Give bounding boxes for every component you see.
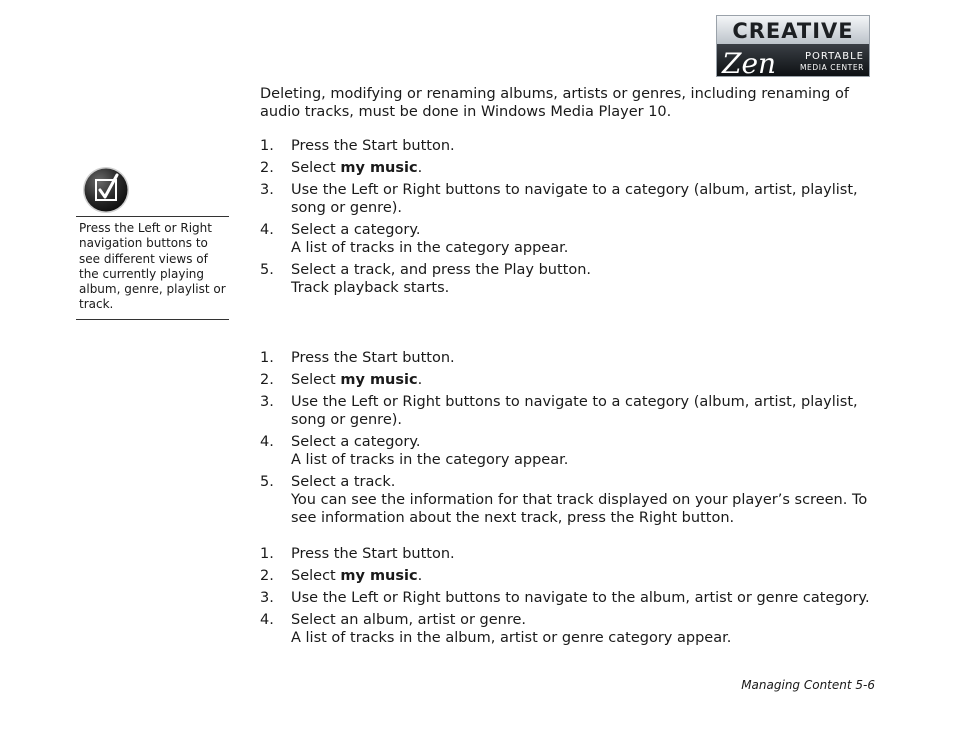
step-item: 4. Select an album, artist or genre. A list of tracks in the album, artist or genre category appear. — [260, 612, 732, 646]
page-footer: Managing Content 5-6 — [741, 678, 875, 692]
step-item: 3. Use the Left or Right buttons to navigate to the album, artist or genre category. — [260, 590, 870, 606]
step-item: 3. Use the Left or Right buttons to navigate to a category (album, artist, playlist, song or genre). — [260, 182, 858, 216]
intro-paragraph: Deleting, modifying or renaming albums, artists or genres, including renaming of audio tracks, must be done in Windows Media Player 10. — [260, 86, 849, 120]
svg-text:Zen: Zen — [722, 47, 777, 77]
step-item: 5. Select a track, and press the Play button. Track playback starts. — [260, 262, 592, 296]
checkbox-icon — [82, 166, 130, 214]
step-item: 3. Use the Left or Right buttons to navigate to a category (album, artist, playlist, song or genre). — [260, 394, 858, 428]
step-item: 4. Select a category. A list of tracks in the category appear. — [260, 222, 569, 256]
svg-text:MEDIA CENTER: MEDIA CENTER — [799, 63, 864, 72]
step-item: 2. Select my music. — [260, 160, 423, 176]
side-note-text: Press the Left or Right navigation buttons to see different views of the currently playing album, genre, playlist or track. — [79, 221, 226, 312]
step-item: 2. Select my music. — [260, 568, 423, 584]
step-item: 1. Press the Start button. — [260, 350, 455, 366]
step-item: 1. Press the Start button. — [260, 138, 455, 154]
creative-zen-logo — [716, 15, 870, 77]
svg-text:PORTABLE: PORTABLE — [804, 51, 864, 62]
steps-list-play-track — [260, 137, 875, 301]
step-item: 4. Select a category. A list of tracks in the category appear. — [260, 434, 569, 468]
steps-list-browse-category — [260, 545, 875, 651]
steps-list-track-info — [260, 349, 875, 531]
step-item: 1. Press the Start button. — [260, 546, 455, 562]
step-item: 5. Select a track. You can see the information for that track displayed on your player’s screen. To see information about the next track, press the Right button. — [260, 474, 868, 526]
step-item: 2. Select my music. — [260, 372, 423, 388]
side-note — [76, 216, 229, 320]
svg-text:CREATIVE: CREATIVE — [732, 19, 854, 43]
